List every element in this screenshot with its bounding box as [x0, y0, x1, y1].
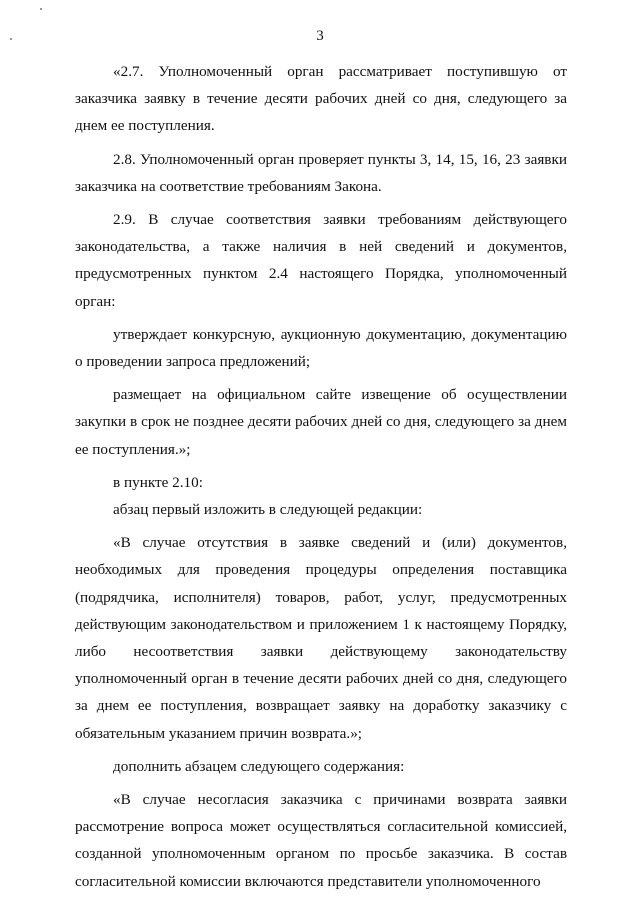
page-number: 3	[316, 28, 324, 44]
paragraph-2-8: 2.8. Уполномоченный орган проверяет пункты 3, 14, 15, 16, 23 заявки заказчика на соответствие требованиям Закона.	[75, 150, 567, 195]
paragraph-first-abzac: абзац первый изложить в следующей редакции:	[113, 501, 423, 519]
paragraph-absence: «В случае отсутствия в заявке сведений и (или) документов, необходимых для проведения процедуры определения поставщика (подрядчика, исполнителя) товаров, работ, услуг, предусмотренных действующим законодательством и приложением 1 к настоящему Порядку, либо несоответствия заявки действующему законодательству уполномоченный орган в течение десяти рабочих дней со дня, следующего за днем ее поступления, возвращает заявку на доработку заказчику с обязательным указанием причин возврата.»;	[75, 534, 567, 742]
paragraph-2-7: «2.7. Уполномоченный орган рассматривает поступившую от заказчика заявку в течение десяти рабочих дней со дня, следующего за днем ее поступления.	[75, 63, 567, 135]
scan-speck	[40, 8, 42, 10]
document-body	[75, 58, 567, 901]
paragraph-disagreement: «В случае несогласия заказчика с причинами возврата заявки рассмотрение вопроса может осуществляться согласительной комиссией, созданной уполномоченным органом по просьбе заказчика. В состав согласительной комиссии включаются представители уполномоченного	[75, 791, 567, 890]
paragraph-point-2-10: в пункте 2.10:	[113, 473, 203, 491]
paragraph-2-9: 2.9. В случае соответствия заявки требованиям действующего законодательства, а также наличия в ней сведений и документов, предусмотренных пунктом 2.4 настоящего Порядка, уполномоченный орган:	[75, 211, 567, 310]
paragraph-approve: утверждает конкурсную, аукционную документацию, документацию о проведении запроса предложений;	[75, 325, 567, 371]
paragraph-publish: размещает на официальном сайте извещение об осуществлении закупки в срок не позднее десяти рабочих дней со дня, следующего за днем ее поступления.»;	[75, 386, 567, 458]
paragraph-supplement: дополнить абзацем следующего содержания:	[113, 757, 405, 775]
